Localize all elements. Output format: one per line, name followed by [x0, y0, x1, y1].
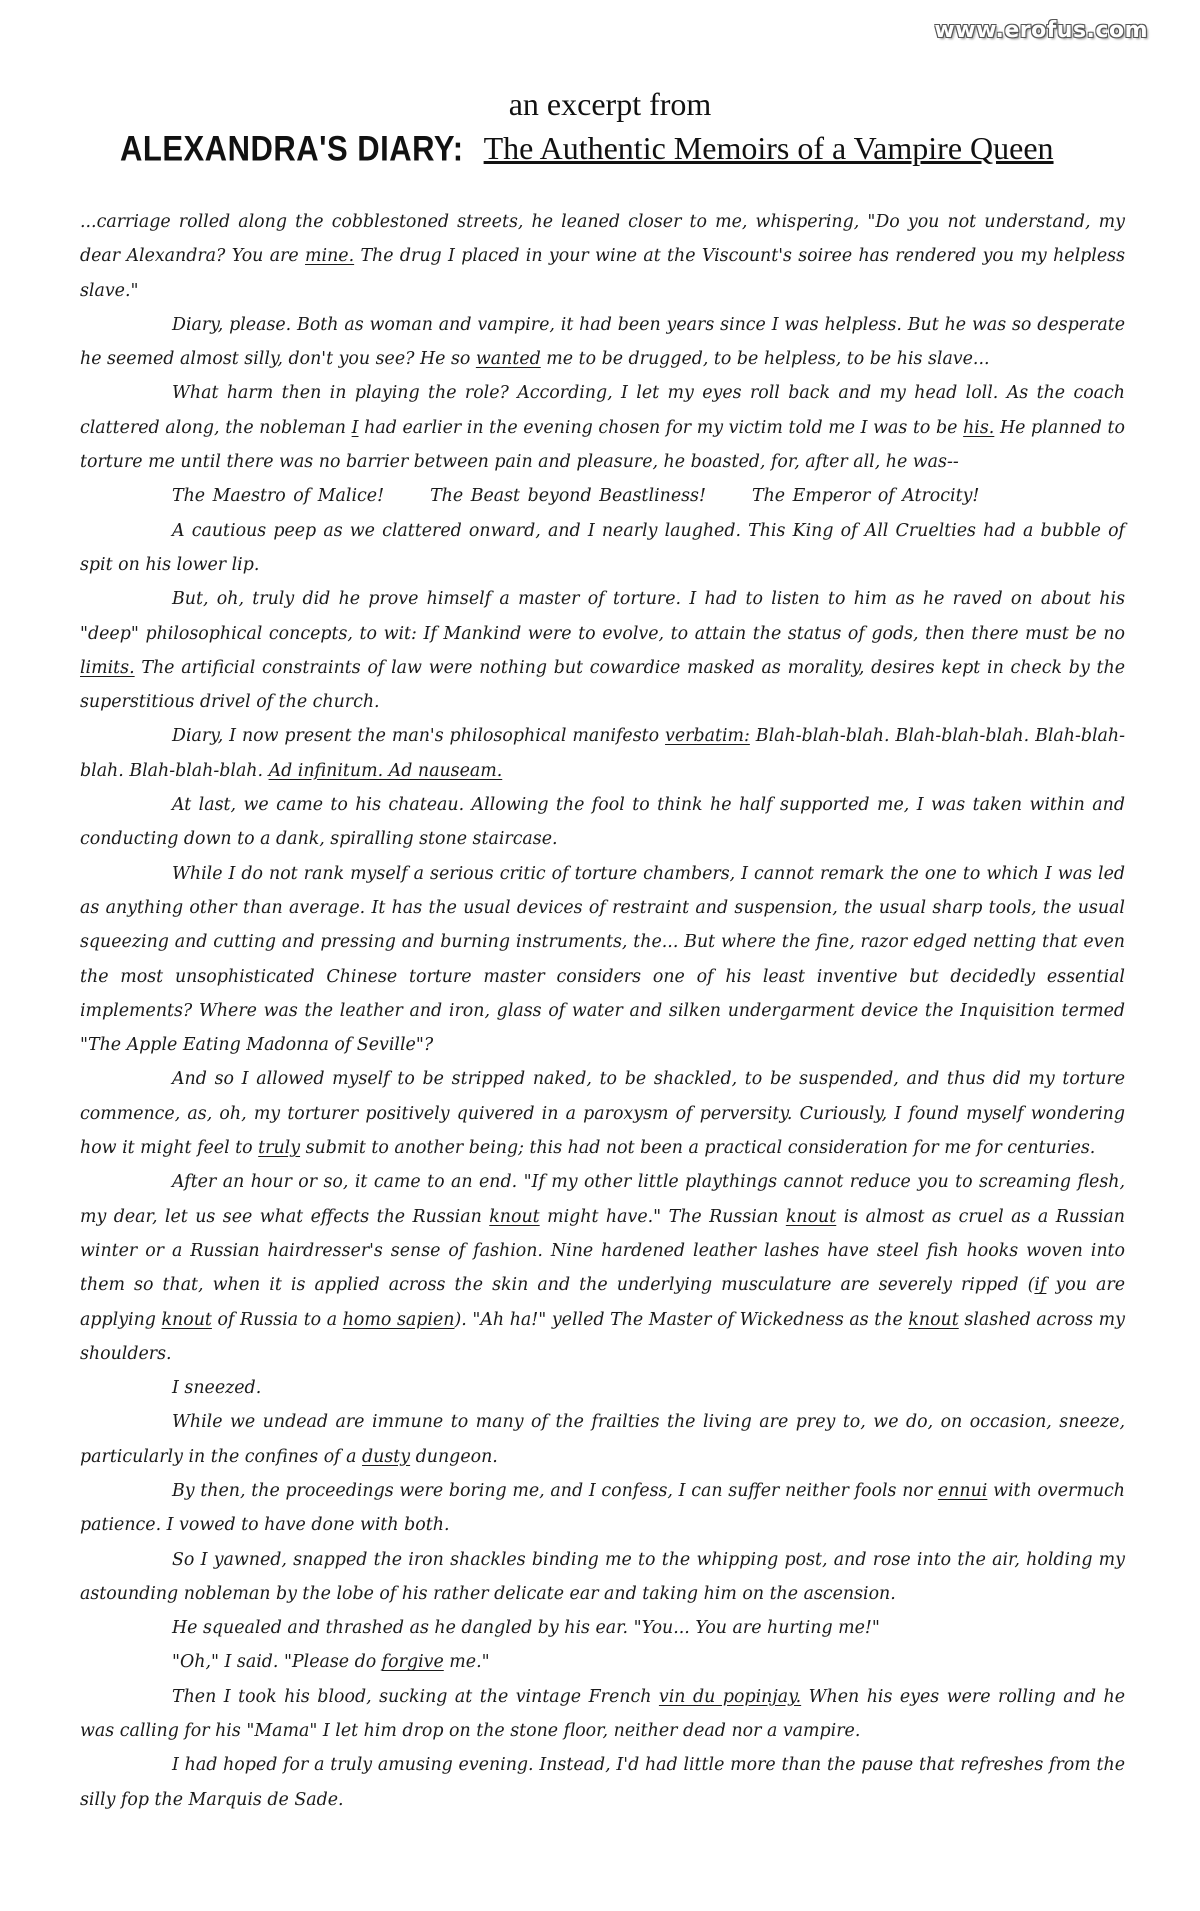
- paragraph: Diary, please. Both as woman and vampire, it had been years since I was helpless. But he was so desperate he seemed almost silly, don't you see? He so wanted me to be drugged, to be helpless, to be his slave...: [80, 314, 1125, 370]
- paragraph: So I yawned, snapped the iron shackles binding me to the whipping post, and rose into the air, holding my astounding nobleman by the lobe of his rather delicate ear and taking him on the ascension.: [80, 1549, 1125, 1604]
- paragraph: Diary, I now present the man's philosophical manifesto verbatim: Blah-blah-blah. Blah-blah-blah. Blah-blah-blah. Blah-blah-blah. Ad infinitum. Ad nauseam.: [80, 726, 1125, 781]
- diary-body: [80, 205, 1125, 1817]
- paragraph: At last, we came to his chateau. Allowing the fool to think he half supported me, I was taken within and conducting down to a dank, spiralling stone staircase.: [80, 795, 1125, 850]
- paragraph: He squealed and thrashed as he dangled by his ear. "You... You are hurting me!": [172, 1618, 880, 1639]
- paragraph: What harm then in playing the role? According, I let my eyes roll back and my head loll. As the coach clattered along, the nobleman I had earlier in the evening chosen for my victim told me I was to be his. He planned to torture me until there was no barrier between pain and pleasure, he boasted, for, after all, he was--: [80, 383, 1125, 473]
- paragraph: ...carriage rolled along the cobblestoned streets, he leaned closer to me, whispering, "Do you not understand, my dear Alexandra? You are mine. The drug I placed in your wine at the Viscount's soiree has rendered you my helpless slave.": [80, 212, 1125, 301]
- paragraph: By then, the proceedings were boring me, and I confess, I can suffer neither fools nor ennui with overmuch patience. I vowed to have done with both.: [80, 1480, 1125, 1536]
- excerpt-subtitle: an excerpt from: [508, 86, 712, 122]
- paragraph: But, oh, truly did he prove himself a master of torture. I had to listen to him as he raved on about his "deep" philosophical concepts, to wit: If Mankind were to evolve, to attain the status of gods, then there must be no limits. The artificial constraints of law were nothing but cowardice masked as morality, desires kept in check by the superstitious drivel of the church.: [80, 589, 1125, 713]
- paragraph: After an hour or so, it came to an end. "If my other little playthings cannot reduce you to screaming flesh, my dear, let us see what effects the Russian knout might have." The Russian knout is almost as cruel as a Russian winter or a Russian hairdresser's sense of fashion. Nine hardened leather lashes have steel fish hooks woven into them so that, when it is applied across the skin and the underlying musculature are severely ripped (if you are applying knout of Russia to a homo sapien). "Ah ha!" yelled The Master of Wickedness as the knout slashed across my shoulders.: [80, 1172, 1125, 1364]
- watermark-text: www.erofus.com: [934, 18, 1148, 43]
- paragraph: I had hoped for a truly amusing evening. Instead, I'd had little more than the pause that refreshes from the silly fop the Marquis de Sade.: [80, 1755, 1125, 1810]
- diary-subtitle: The Authentic Memoirs of a Vampire Queen: [483, 130, 1054, 166]
- paragraph: While I do not rank myself a serious critic of torture chambers, I cannot remark the one to which I was led as anything other than average. It has the usual devices of restraint and suspension, the usual sharp tools, the usual squeezing and cutting and pressing and burning instruments, the... But where the fine, razor edged netting that even the most unsophisticated Chinese torture master considers one of his least inventive but decidedly essential implements? Where was the leather and iron, glass of water and silken undergarment device the Inquisition termed "The Apple Eating Madonna of Seville"?: [80, 863, 1125, 1056]
- paragraph: While we undead are immune to many of the frailties the living are prey to, we do, on occasion, sneeze, particularly in the confines of a dusty dungeon.: [80, 1412, 1125, 1467]
- paragraph: A cautious peep as we clattered onward, and I nearly laughed. This King of All Cruelties had a bubble of spit on his lower lip.: [80, 520, 1125, 575]
- epithets-line: The Maestro of Malice! The Beast beyond Beastliness! The Emperor of Atrocity!: [172, 486, 980, 507]
- title-row: [120, 130, 1120, 167]
- diary-title: ALEXANDRA'S DIARY:: [120, 128, 464, 169]
- paragraph: And so I allowed myself to be stripped naked, to be shackled, to be suspended, and thus did my torture commence, as, oh, my torturer positively quivered in a paroxysm of perversity. Curiously, I found myself wondering how it might feel to truly submit to another being; this had not been a practical consideration for me for centuries.: [80, 1069, 1125, 1159]
- paragraph: I sneezed.: [172, 1378, 262, 1399]
- paragraph: Then I took his blood, sucking at the vintage French vin du popinjay. When his eyes were rolling and he was calling for his "Mama" I let him drop on the stone floor, neither dead nor a vampire.: [80, 1686, 1125, 1742]
- paragraph: "Oh," I said. "Please do forgive me.": [172, 1652, 490, 1673]
